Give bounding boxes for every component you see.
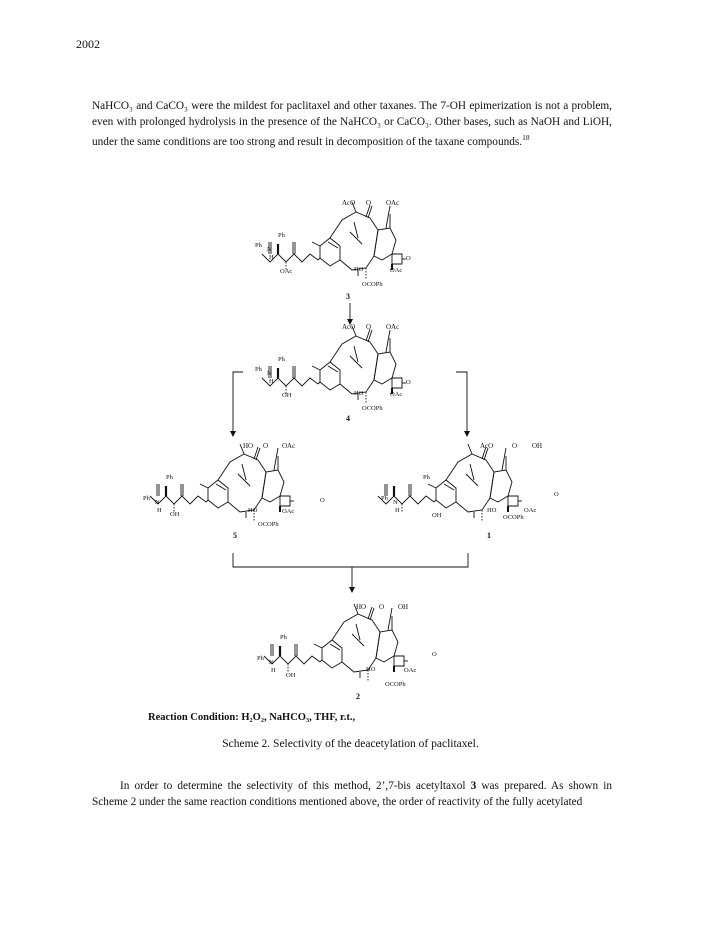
arrow-4-to-5 [233,372,243,434]
reaction-condition: Reaction Condition: H₂O₂, NaHCO₃, THF, r.t., [148,712,356,723]
c1-hydroxyl: HO [354,390,364,397]
ketone-o: O [512,442,518,450]
benzoate-label: OCOPh [503,514,524,521]
compound-reference: 3 [470,780,477,792]
c10-substituent: AcO [480,442,494,450]
phenyl-label-2: Ph [423,474,430,481]
hydrogen-label: H [395,507,400,514]
c4-acetate: OAc [404,667,417,674]
compound-5 [143,442,325,540]
ketone-o: O [263,442,269,450]
phenyl-label: Ph [381,495,388,502]
c10-substituent: AcO [342,199,356,207]
c4-acetate: OAc [524,507,537,514]
hydrogen-label: H [157,507,162,514]
compound-number-4: 4 [346,414,350,423]
c7-substituent: OAc [282,442,296,450]
nitrogen-label: N [393,499,398,506]
side-chain-substituent: OH [282,392,292,399]
c4-acetate: OAc [282,508,295,515]
nitrogen-label: N [267,370,272,377]
arrow-to-2-head [349,587,355,593]
ketone-o: O [379,603,385,611]
paragraph-selectivity [92,778,612,810]
compound-number-3: 3 [346,292,350,301]
c1-hydroxyl: HO [248,507,258,514]
c4-acetate: OAc [390,391,403,398]
paragraph-intro-text: NaHCO₃ and CaCO₃ were the mildest for paclitaxel and other taxanes. The 7-OH epimerization is not a problem, even with prolonged hydrolysis in the presence of the NaHCO₃ or CaCO₃. Other bases, such as NaOH and LiOH, under the same conditions are too strong and result in decomposition of the taxane compounds. [92,100,612,148]
page-number: 2002 [76,37,100,51]
paragraph-selectivity-text-b: was prepared. As shown in Scheme 2 under the same reaction conditions mentioned above, the order of reactivity of the fully acetylated [92,780,612,808]
oxetane-o: O [406,255,411,262]
citation-superscript: 18 [522,133,530,142]
nitrogen-label: N [267,246,272,253]
c10-substituent: AcO [342,323,356,331]
c1-hydroxyl: HO [487,507,497,514]
compound-number-5: 5 [233,531,237,540]
side-chain-substituent: OH [432,512,442,519]
c10-substituent: HO [243,442,254,450]
c7-substituent: OAc [386,323,400,331]
side-chain-substituent: OAc [280,268,293,275]
ketone-o: O [366,199,372,207]
compound-2 [257,603,437,701]
phenyl-label: Ph [255,242,262,249]
compound-number-2: 2 [356,692,360,701]
hydrogen-label: H [269,378,274,385]
c7-substituent: OAc [386,199,400,207]
phenyl-label-2: Ph [278,356,285,363]
scheme-caption: Scheme 2. Selectivity of the deacetylation of paclitaxel. [222,738,479,750]
nitrogen-label: N [269,659,274,666]
c7-substituent: OH [532,442,543,450]
c1-hydroxyl: HO [366,666,376,673]
oxetane-o: O [432,651,437,658]
oxetane-o: O [406,379,411,386]
oxetane-o: O [554,491,559,498]
side-chain-substituent: OH [170,511,180,518]
compound-3 [255,199,411,301]
arrow-4-to-1 [456,372,467,434]
paragraph-selectivity-text-a: In order to determine the selectivity of this method, 2’,7-bis acetyltaxol [120,780,471,792]
compound-1 [378,442,559,540]
hydrogen-label: H [271,667,276,674]
c10-substituent: HO [356,603,367,611]
arrow-to-2-bracket [233,553,468,567]
c1-hydroxyl: HO [354,266,364,273]
hydrogen-label: H [269,254,274,261]
benzoate-label: OCOPh [362,281,383,288]
oxetane-o: O [320,497,325,504]
benzoate-label: OCOPh [258,521,279,528]
nitrogen-label: N [155,499,160,506]
compound-number-1: 1 [487,531,491,540]
phenyl-label-2: Ph [280,634,287,641]
phenyl-label: Ph [257,655,264,662]
phenyl-label: Ph [143,495,150,502]
benzoate-label: OCOPh [385,681,406,688]
c4-acetate: OAc [390,267,403,274]
c7-substituent: OH [398,603,409,611]
phenyl-label-2: Ph [278,232,285,239]
ketone-o: O [366,323,372,331]
arrow-4-to-1-head [464,431,470,437]
phenyl-label-2: Ph [166,474,173,481]
phenyl-label: Ph [255,366,262,373]
arrow-4-to-5-head [230,431,236,437]
side-chain-substituent: OH [286,672,296,679]
compound-4 [255,323,411,423]
benzoate-label: OCOPh [362,405,383,412]
